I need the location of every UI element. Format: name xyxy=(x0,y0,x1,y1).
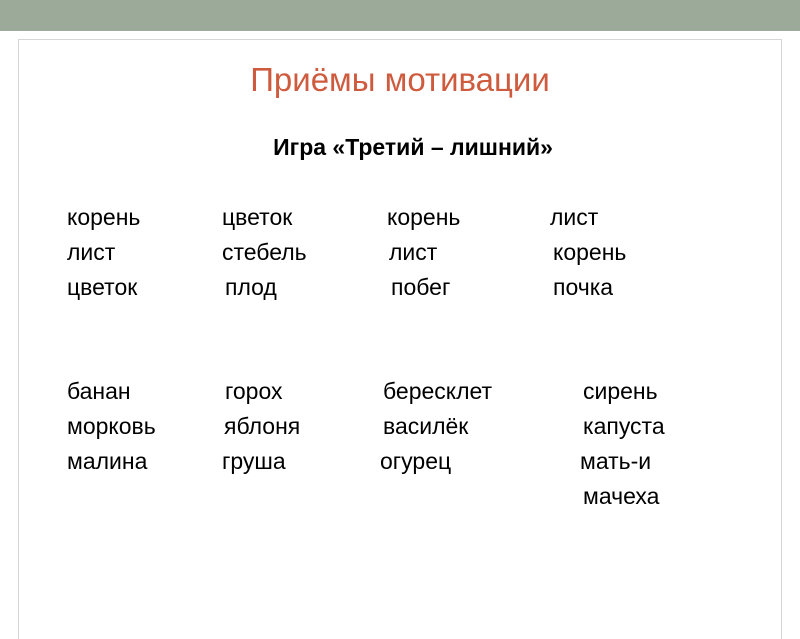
word-g2-r2-c4: капуста xyxy=(583,413,665,439)
slide-frame xyxy=(18,39,782,639)
word-g1-r3-c1: цветок xyxy=(67,274,138,300)
word-g2-r1-c3: бересклет xyxy=(383,378,493,404)
word-g2-r4-c4: мачеха xyxy=(583,483,660,509)
word-g2-r1-c2: горох xyxy=(225,378,283,404)
word-g2-r3-c1: малина xyxy=(67,448,148,474)
word-g1-r1-c4: лист xyxy=(550,204,599,230)
word-g1-r3-c3: побег xyxy=(391,274,451,300)
word-g2-r2-c3: василёк xyxy=(383,413,469,439)
slide-subtitle: Игра «Третий – лишний» xyxy=(273,134,553,160)
word-g2-r1-c4: сирень xyxy=(583,378,658,404)
word-g1-r1-c3: корень xyxy=(387,204,461,230)
word-g1-r1-c2: цветок xyxy=(222,204,293,230)
word-g2-r3-c4: мать-и xyxy=(580,448,652,474)
word-g1-r3-c4: почка xyxy=(553,274,614,300)
word-g2-r3-c2: груша xyxy=(222,448,286,474)
word-g2-r3-c3: огурец xyxy=(380,448,452,474)
word-g2-r2-c1: морковь xyxy=(67,413,156,439)
slide-title: Приёмы мотивации xyxy=(250,61,550,98)
word-g1-r1-c1: корень xyxy=(67,204,141,230)
word-g1-r2-c4: корень xyxy=(553,239,627,265)
word-g1-r2-c3: лист xyxy=(389,239,438,265)
top-accent-bar xyxy=(0,0,800,31)
word-g2-r1-c1: банан xyxy=(67,378,131,404)
word-g2-r2-c2: яблоня xyxy=(224,413,301,439)
word-g1-r3-c2: плод xyxy=(225,274,277,300)
word-g1-r2-c1: лист xyxy=(67,239,116,265)
word-g1-r2-c2: стебель xyxy=(222,239,307,265)
